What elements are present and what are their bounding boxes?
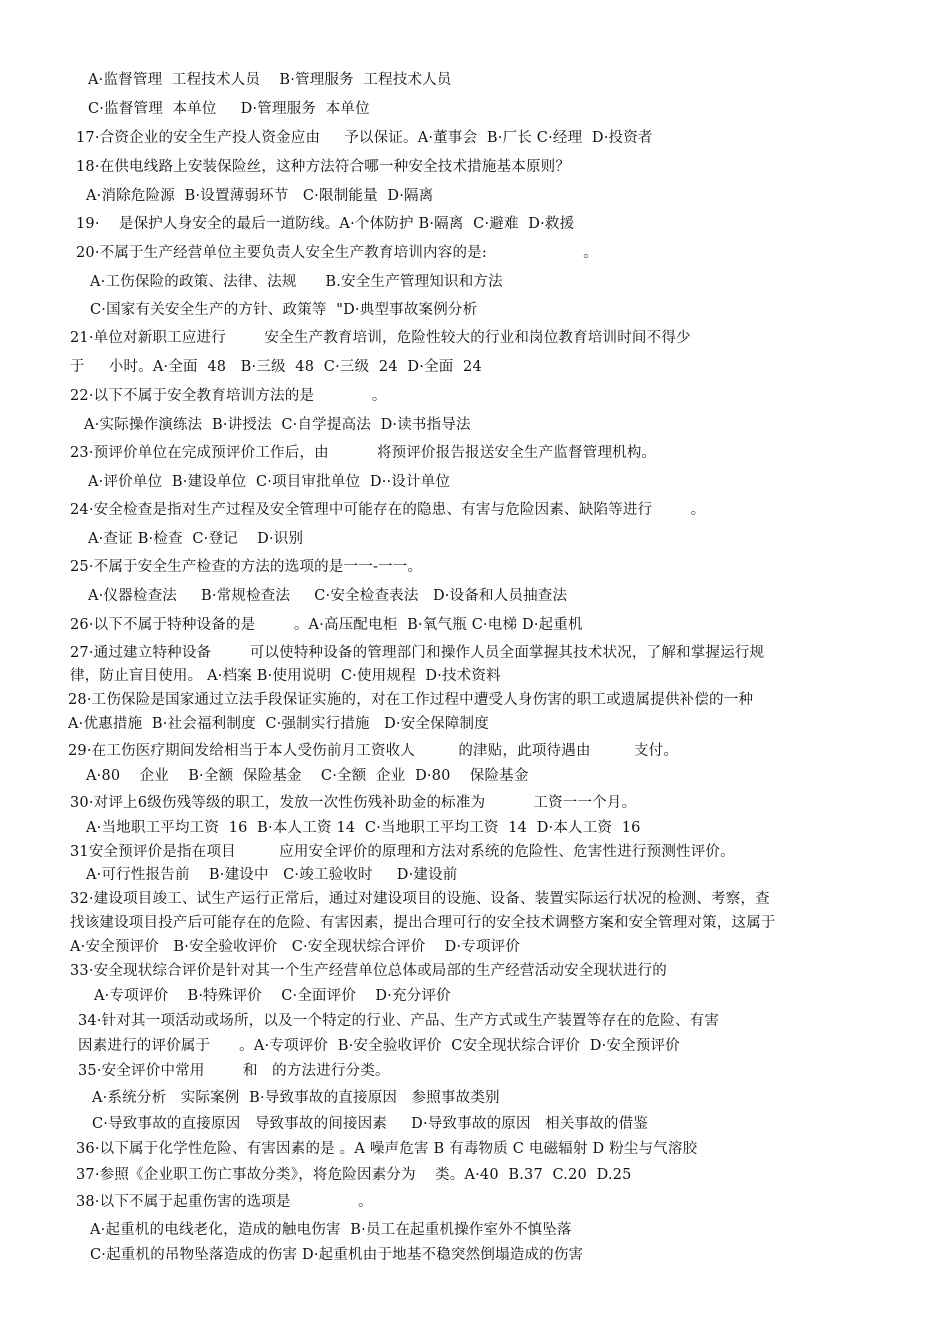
text-line: A·可行性报告前 B·建设中 C·竣工验收时 D·建设前 bbox=[86, 867, 458, 883]
text-line: A·评价单位 B·建设单位 C·项目审批单位 D··设计单位 bbox=[88, 474, 451, 490]
text-line: 37·参照《企业职工伤亡事故分类》，将危险因素分为 类。A·40 B.37 C.20 D.25 bbox=[76, 1167, 632, 1183]
text-line: 35·安全评价中常用 和 的方法进行分类。 bbox=[78, 1063, 390, 1079]
text-line: 23·预评价单位在完成预评价工作后，由 将预评价报告报送安全生产监督管理机构。 bbox=[70, 445, 657, 461]
text-line: 34·针对其一项活动或场所，以及一个特定的行业、产品、生产方式或生产装置等存在的危险、有害 bbox=[78, 1013, 720, 1029]
text-line: 29·在工伤医疗期间发给相当于本人受伤前月工资收人 的津贴，此项待遇由 支付。 bbox=[68, 743, 679, 759]
text-line: 25·不属于安全生产检查的方法的选项的是一一-一一。 bbox=[70, 559, 423, 575]
text-line: A·安全预评价 B·安全验收评价 C·安全现状综合评价 D·专项评价 bbox=[70, 939, 521, 955]
text-line: 30·对评上6级伤残等级的职工，发放一次性伤残补助金的标准为 工资一一个月。 bbox=[70, 795, 637, 811]
text-line: A·系统分析 实际案例 B·导致事故的直接原因 参照事故类别 bbox=[92, 1090, 500, 1106]
text-line: A·80 企业 B·全额 保险基金 C·全额 企业 D·80 保险基金 bbox=[86, 768, 529, 784]
text-line: A·当地职工平均工资 16 B·本人工资 14 C·当地职工平均工资 14 D·本人工资 16 bbox=[86, 820, 641, 836]
text-line: A·起重机的电线老化，造成的触电伤害 B·员工在起重机操作室外不慎坠落 bbox=[90, 1222, 572, 1238]
text-line: A·实际操作演练法 B·讲授法 C·自学提高法 D·读书指导法 bbox=[84, 417, 471, 433]
text-line: 27·通过建立特种设备 可以使特种设备的管理部门和操作人员全面掌握其技术状况，了解和掌握运行规 bbox=[70, 645, 765, 661]
text-line: A·专项评价 B·特殊评价 C·全面评价 D·充分评价 bbox=[94, 988, 451, 1004]
text-line: 26·以下不属于特种设备的是 。A·高压配电柜 B·氧气瓶 C·电梯 D·起重机 bbox=[70, 617, 583, 633]
text-line: C·导致事故的直接原因 导致事故的间接因素 D·导致事故的原因 相关事故的借鉴 bbox=[92, 1116, 649, 1132]
text-line: 于 小时。A·全面 48 B·三级 48 C·三级 24 D·全面 24 bbox=[70, 359, 482, 375]
text-line: 20·不属于生产经营单位主要负责人安全生产教育培训内容的是: 。 bbox=[76, 245, 598, 261]
text-line: A·监督管理 工程技术人员 B·管理服务 工程技术人员 bbox=[88, 72, 452, 88]
text-line: A·工伤保险的政策、法律、法规 B.安全生产管理知识和方法 bbox=[90, 274, 503, 290]
text-line: 因素进行的评价属于 。A·专项评价 B·安全验收评价 C安全现状综合评价 D·安全预评价 bbox=[78, 1038, 680, 1054]
text-line: 33·安全现状综合评价是针对其一个生产经营单位总体或局部的生产经营活动安全现状进行的 bbox=[70, 963, 667, 979]
text-line: A·消除危险源 B·设置薄弱环节 C·限制能量 D·隔离 bbox=[86, 188, 434, 204]
text-line: C·起重机的吊物坠落造成的伤害 D·起重机由于地基不稳突然倒塌造成的伤害 bbox=[90, 1247, 584, 1263]
text-line: A·查证 B·检查 C·登记 D·识别 bbox=[88, 531, 304, 547]
text-line: 28·工伤保险是国家通过立法手段保证实施的，对在工作过程中遭受人身伤害的职工或遗属提供补偿的一种 bbox=[68, 692, 754, 708]
text-line: 36·以下属于化学性危险、有害因素的是 。A 噪声危害 B 有毒物质 C 电磁辐射 D 粉尘与气溶胶 bbox=[76, 1141, 698, 1157]
text-line: 31安全预评价是指在项目 应用安全评价的原理和方法对系统的危险性、危害性进行预测性评价。 bbox=[70, 844, 735, 860]
text-line: 38·以下不属于起重伤害的选项是 。 bbox=[76, 1194, 373, 1210]
text-line: 32·建设项目竣工、试生产运行正常后，通过对建设项目的设施、设备、装置实际运行状况的检测、考察，查 bbox=[70, 891, 770, 907]
text-line: 24·安全检查是指对生产过程及安全管理中可能存在的隐患、有害与危险因素、缺陷等进行 。 bbox=[70, 502, 706, 518]
text-line: C·国家有关安全生产的方针、政策等 "D·典型事故案例分析 bbox=[90, 302, 478, 318]
text-line: 21·单位对新职工应进行 安全生产教育培训，危险性较大的行业和岗位教育培训时间不得少 bbox=[70, 330, 691, 346]
text-line: A·优惠措施 B·社会福利制度 C·强制实行措施 D·安全保障制度 bbox=[68, 716, 489, 732]
text-line: 19· 是保护人身安全的最后一道防线。A·个体防护 B·隔离 C·避难 D·救援 bbox=[76, 216, 575, 232]
text-line: 18·在供电线路上安装保险丝，这种方法符合哪一种安全技术措施基本原则？ bbox=[76, 159, 571, 175]
text-line: C·监督管理 本单位 D·管理服务 本单位 bbox=[88, 101, 370, 117]
text-line: 律，防止盲目使用。 A·档案 B·使用说明 C·使用规程 D·技术资料 bbox=[70, 668, 501, 684]
text-line: 找该建设项目投产后可能存在的危险、有害因素，提出合理可行的安全技术调整方案和安全管理对策，这属于 bbox=[70, 915, 776, 931]
text-line: A·仪器检查法 B·常规检查法 C·安全检查表法 D·设备和人员抽查法 bbox=[88, 588, 568, 604]
text-line: 22·以下不属于安全教育培训方法的是 。 bbox=[70, 388, 387, 404]
text-line: 17·合资企业的安全生产投人资金应由 予以保证。A·董事会 B·厂长 C·经理 D·投资者 bbox=[76, 130, 653, 146]
